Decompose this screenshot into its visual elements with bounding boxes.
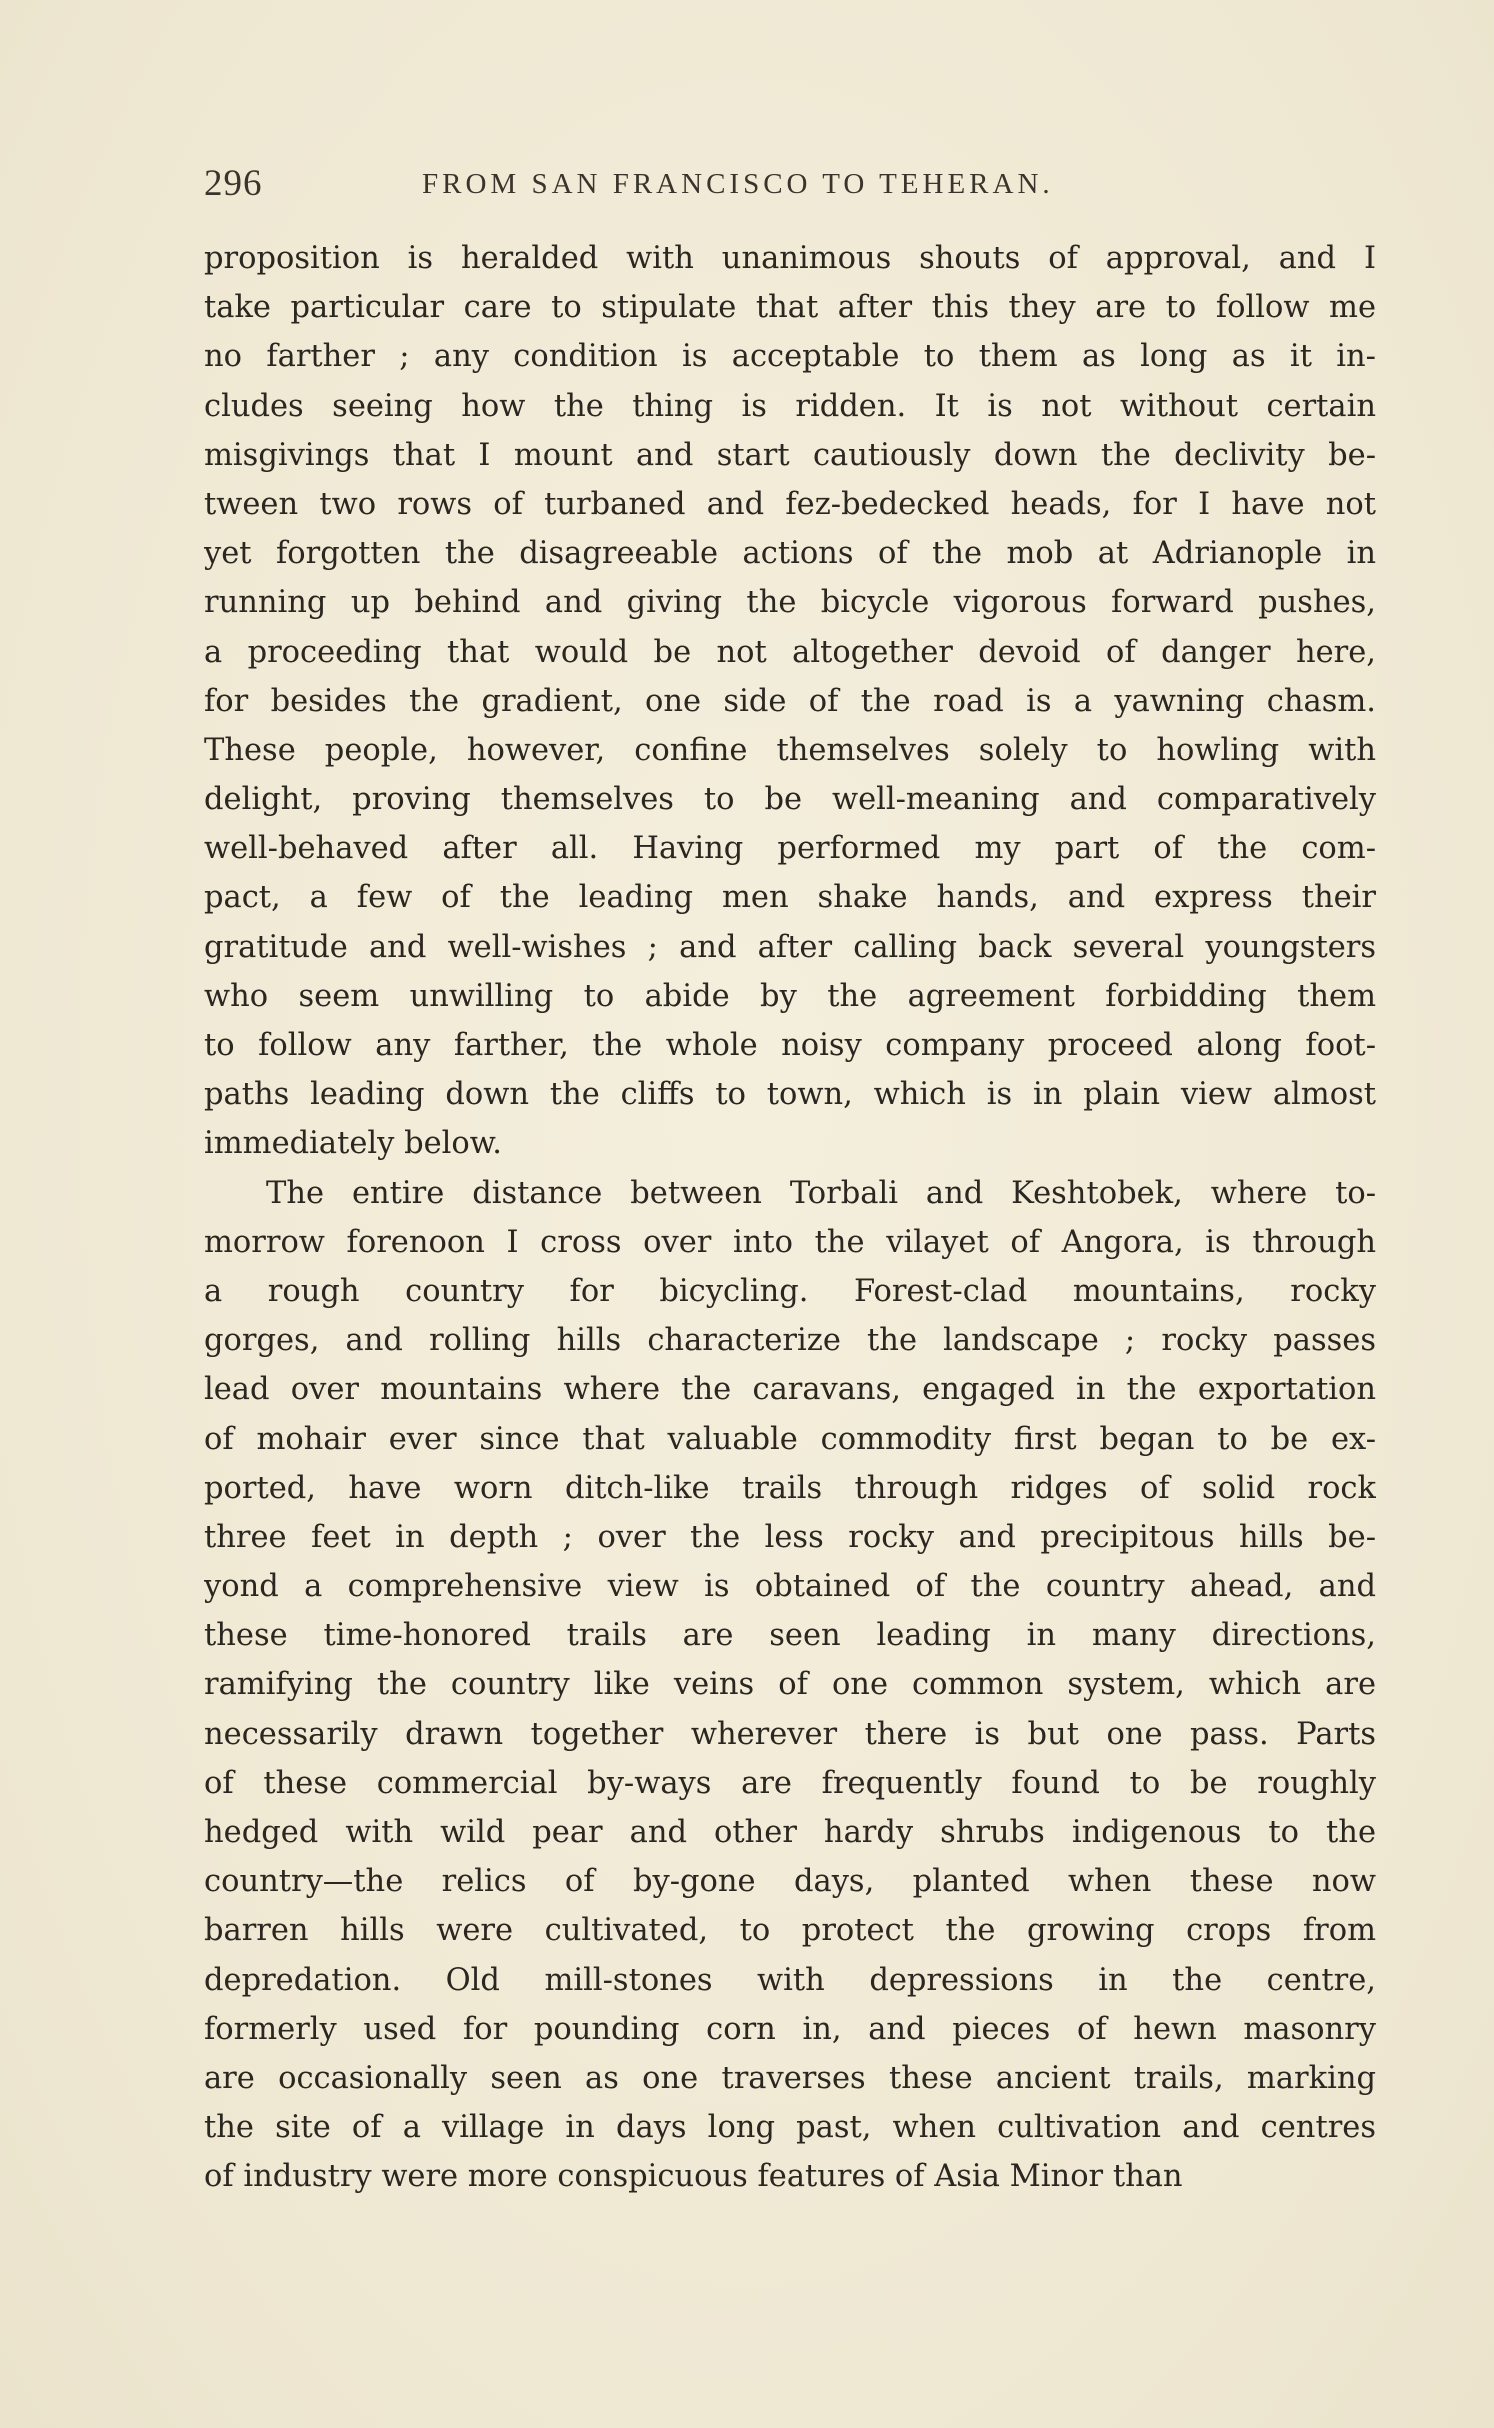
text-line: depredation. Old mill-stones with depressions in the centre, <box>204 1962 1376 1998</box>
text-line: of these commercial by-ways are frequently found to be roughly <box>204 1765 1376 1801</box>
text-line: gorges, and rolling hills characterize the landscape ; rocky passes <box>204 1323 1376 1359</box>
text-line: running up behind and giving the bicycle vigorous forward pushes, <box>204 585 1376 621</box>
text-line: The entire distance between Torbali and Keshtobek, where to- <box>266 1175 1376 1211</box>
paragraph-2 <box>204 1169 1376 2202</box>
text-line: proposition is heralded with unanimous shouts of approval, and I <box>204 241 1376 276</box>
running-head <box>204 162 1374 212</box>
text-line: country—the relics of by-gone days, planted when these now <box>204 1864 1376 1900</box>
text-line: who seem unwilling to abide by the agreement forbidding them <box>204 978 1376 1014</box>
text-line: immediately below. <box>204 1126 502 1162</box>
text-line: no farther ; any condition is acceptable to them as long as it in- <box>204 339 1376 375</box>
text-line: pact, a few of the leading men shake hands, and express their <box>204 880 1376 916</box>
text-line: of industry were more conspicuous features of Asia Minor than <box>204 2159 1183 2195</box>
text-line: to follow any farther, the whole noisy company proceed along foot- <box>204 1028 1376 1063</box>
text-line: for besides the gradient, one side of the road is a yawning chasm. <box>204 683 1376 719</box>
text-line: three feet in depth ; over the less rocky and precipitous hills be- <box>204 1519 1376 1555</box>
text-line: ramifying the country like veins of one common system, which are <box>204 1667 1376 1703</box>
text-line: cludes seeing how the thing is ridden. It is not without certain <box>204 388 1376 424</box>
text-line: hedged with wild pear and other hardy shrubs indigenous to the <box>204 1815 1376 1850</box>
text-line: morrow forenoon I cross over into the vilayet of Angora, is through <box>204 1224 1376 1260</box>
text-line: the site of a village in days long past, when cultivation and centres <box>204 2110 1376 2146</box>
text-line: barren hills were cultivated, to protect the growing crops from <box>204 1913 1376 1949</box>
body-text <box>204 234 1376 2202</box>
running-title: FROM SAN FRANCISCO TO TEHERAN. <box>422 168 1054 200</box>
text-line: necessarily drawn together wherever there is but one pass. Parts <box>204 1716 1376 1752</box>
text-line: gratitude and well-wishes ; and after calling back several youngsters <box>204 929 1376 965</box>
text-line: delight, proving themselves to be well-meaning and comparatively <box>204 782 1376 818</box>
text-line: yond a comprehensive view is obtained of the country ahead, and <box>204 1569 1376 1605</box>
text-line: these time-honored trails are seen leading in many directions, <box>204 1618 1376 1654</box>
text-line: yet forgotten the disagreeable actions of the mob at Adrianople in <box>204 536 1376 572</box>
paragraph-1 <box>204 234 1376 1169</box>
text-line: of mohair ever since that valuable commodity first began to be ex- <box>204 1421 1376 1457</box>
text-line: well-behaved after all. Having performed my part of the com- <box>204 831 1376 867</box>
text-line: are occasionally seen as one traverses these ancient trails, marking <box>204 2060 1376 2096</box>
text-line: tween two rows of turbaned and fez-bedecked heads, for I have not <box>204 486 1376 522</box>
text-line: paths leading down the cliffs to town, which is in plain view almost <box>204 1077 1376 1113</box>
text-line: misgivings that I mount and start cautiously down the declivity be- <box>204 437 1376 473</box>
text-line: formerly used for pounding corn in, and pieces of hewn masonry <box>204 2011 1376 2047</box>
text-line: a rough country for bicycling. Forest-clad mountains, rocky <box>204 1273 1376 1309</box>
text-line: ported, have worn ditch-like trails through ridges of solid rock <box>204 1470 1376 1506</box>
text-line: lead over mountains where the caravans, engaged in the exportation <box>204 1372 1376 1408</box>
text-line: These people, however, confine themselves solely to howling with <box>204 732 1376 768</box>
text-line: a proceeding that would be not altogether devoid of danger here, <box>204 634 1376 670</box>
page-number: 296 <box>204 163 263 204</box>
text-line: take particular care to stipulate that after this they are to follow me <box>204 290 1376 326</box>
